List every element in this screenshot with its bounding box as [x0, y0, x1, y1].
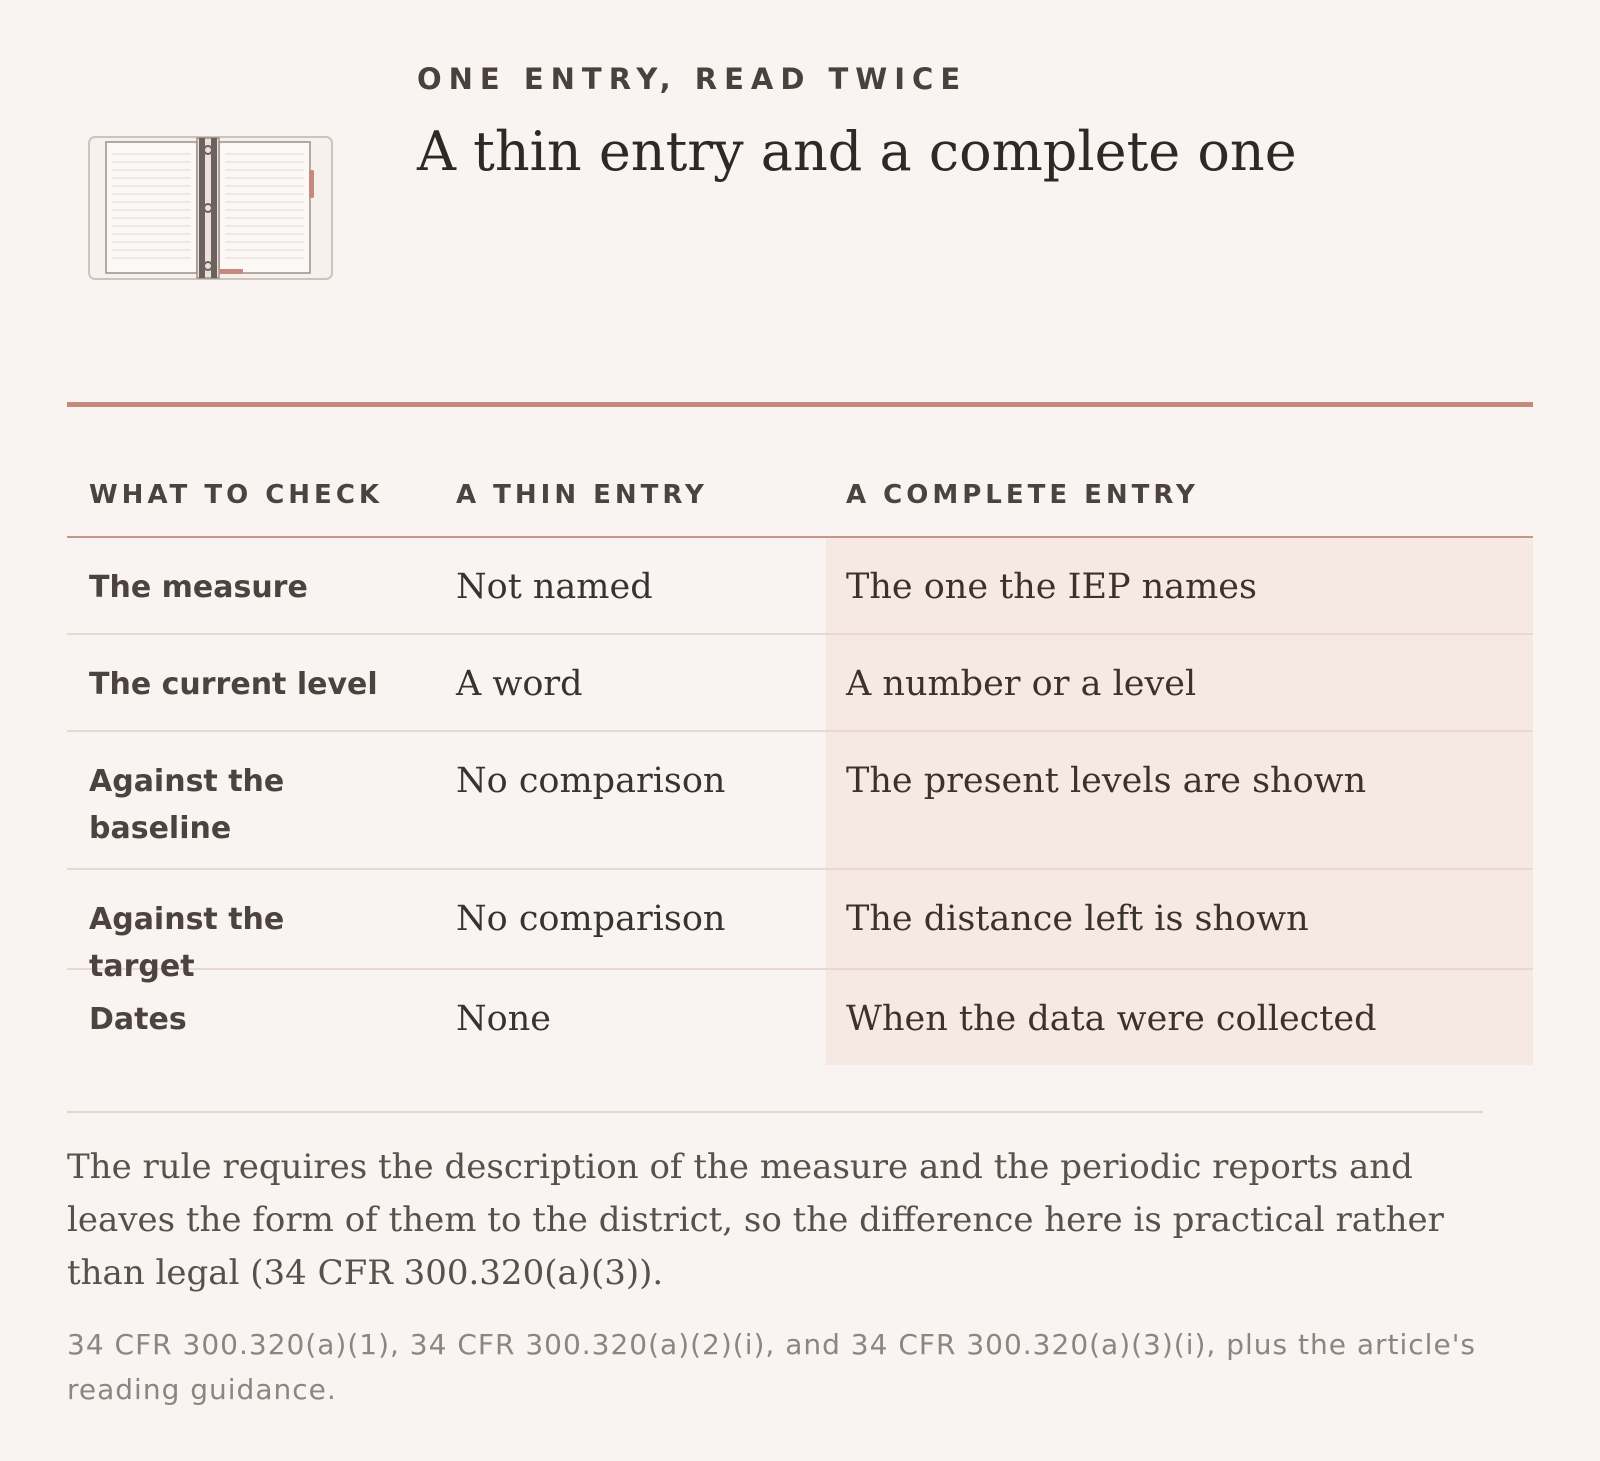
check-cell: Against the target: [89, 902, 285, 984]
thin-entry-cell: No comparison: [456, 761, 726, 801]
complete-entry-cell: A number or a level: [846, 664, 1197, 704]
table-row: [67, 970, 1533, 1065]
thin-entry-cell: No comparison: [456, 899, 726, 939]
open-binder-icon: [88, 136, 333, 280]
complete-entry-cell: When the data were collected: [846, 999, 1377, 1039]
page-title: A thin entry and a complete one: [417, 120, 1297, 183]
table-row: [67, 635, 1533, 732]
source-citation: 34 CFR 300.320(a)(1), 34 CFR 300.320(a)(2)(i), and 34 CFR 300.320(a)(3)(i), plus the article's reading guidance.: [67, 1328, 1476, 1406]
column-header-complete-entry: A COMPLETE ENTRY: [846, 480, 1199, 510]
thin-entry-cell: Not named: [456, 567, 653, 607]
complete-entry-cell: The present levels are shown: [846, 761, 1367, 801]
thin-entry-cell: A word: [456, 664, 583, 704]
check-cell: The measure: [89, 570, 308, 605]
check-cell: Against the baseline: [89, 764, 285, 846]
comparison-table: [67, 460, 1533, 1065]
table-row: [67, 538, 1533, 635]
footer-divider: [67, 1111, 1483, 1113]
check-cell: The current level: [89, 667, 378, 702]
complete-entry-cell: The one the IEP names: [846, 567, 1257, 607]
thin-entry-cell: None: [456, 999, 551, 1039]
column-header-thin-entry: A THIN ENTRY: [456, 480, 708, 510]
table-header: [67, 460, 1533, 538]
accent-divider: [67, 402, 1533, 407]
table-row: [67, 732, 1533, 870]
check-cell: Dates: [89, 1002, 187, 1037]
eyebrow-label: ONE ENTRY, READ TWICE: [417, 62, 968, 96]
explanatory-note: The rule requires the description of the measure and the periodic reports and leaves the form of them to the district, so the difference here is practical rather than legal (34 CFR 300.320(a)(3)).: [67, 1147, 1444, 1293]
table-row: [67, 870, 1533, 984]
column-header-what-to-check: WHAT TO CHECK: [89, 480, 384, 510]
complete-entry-cell: The distance left is shown: [846, 899, 1309, 939]
